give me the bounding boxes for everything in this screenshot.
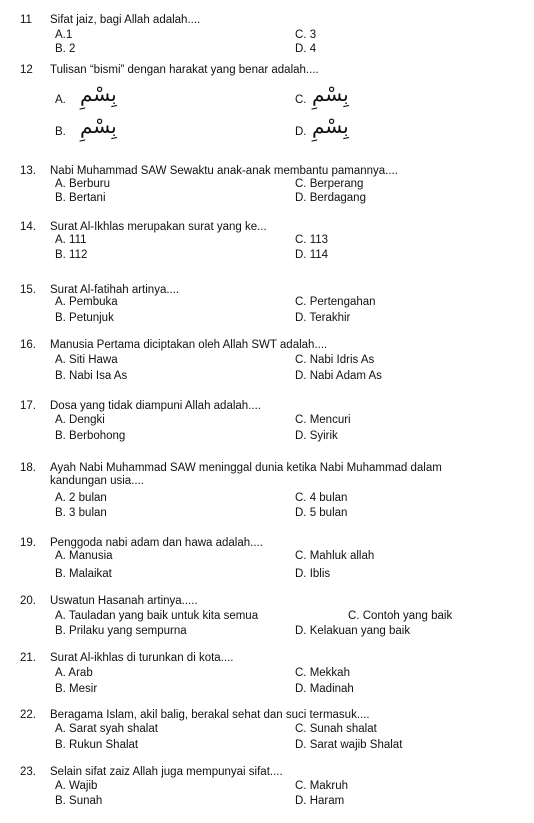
option-c[interactable]: C. 4 bulan — [295, 492, 348, 504]
option-c[interactable]: C. Sunah shalat — [295, 723, 377, 735]
option-a[interactable]: A. Tauladan yang baik untuk kita semua — [55, 610, 259, 622]
option-d[interactable]: D. 5 bulan — [295, 507, 348, 519]
question-text: Tulisan “bismi” dengan harakat yang benar adalah.... — [50, 64, 319, 76]
question-number: 15. — [20, 284, 36, 296]
option-a[interactable]: A. Arab — [55, 667, 93, 679]
option-d-arabic[interactable]: بِسْمِ — [312, 114, 349, 138]
option-b[interactable]: B. Berbohong — [55, 430, 126, 442]
question-number: 17. — [20, 400, 36, 412]
option-d[interactable]: D. Madinah — [295, 683, 354, 695]
option-c[interactable]: C. Pertengahan — [295, 296, 376, 308]
option-a[interactable]: A. 2 bulan — [55, 492, 107, 504]
option-c-arabic[interactable]: بِسْمِ — [312, 82, 349, 106]
option-d[interactable]: D. Syirik — [295, 430, 338, 442]
question-number: 22. — [20, 709, 36, 721]
option-c[interactable]: C. Mahluk allah — [295, 550, 375, 562]
question-text-continued: kandungan usia.... — [50, 475, 144, 487]
option-d[interactable]: D. Iblis — [295, 568, 331, 580]
option-b[interactable]: B. 112 — [55, 249, 88, 261]
question-number: 23. — [20, 766, 36, 778]
question-number: 11 — [20, 14, 32, 26]
option-c[interactable]: C. Mencuri — [295, 414, 351, 426]
option-b[interactable]: B. 2 — [55, 43, 76, 55]
question-number: 12 — [20, 64, 33, 76]
option-c[interactable]: C. Nabi Idris As — [295, 354, 375, 366]
question-text: Sifat jaiz, bagi Allah adalah.... — [50, 14, 201, 26]
option-a[interactable]: A. Dengki — [55, 414, 105, 426]
option-b[interactable]: B. Malaikat — [55, 568, 112, 580]
question-number: 19. — [20, 537, 36, 549]
option-c[interactable]: C. Makruh — [295, 780, 349, 792]
question-number: 14. — [20, 221, 36, 233]
question-text: Dosa yang tidak diampuni Allah adalah.... — [50, 400, 261, 412]
option-d[interactable]: D. Terakhir — [295, 312, 351, 324]
option-a[interactable]: A. Wajib — [55, 780, 98, 792]
question-text: Nabi Muhammad SAW Sewaktu anak-anak membantu pamannya.... — [50, 165, 398, 177]
option-d[interactable]: D. — [295, 126, 307, 138]
option-b-arabic[interactable]: بِسْمِ — [80, 114, 117, 138]
option-c[interactable]: C. Contoh yang baik — [348, 610, 453, 622]
option-b[interactable]: B. Bertani — [55, 192, 106, 204]
option-d[interactable]: D. 4 — [295, 43, 317, 55]
option-d[interactable]: D. 114 — [295, 249, 329, 261]
question-text: Beragama Islam, akil balig, berakal sehat dan suci termasuk.... — [50, 709, 370, 721]
option-d[interactable]: D. Nabi Adam As — [295, 370, 382, 382]
option-b[interactable]: B. — [55, 126, 66, 138]
option-a[interactable]: A. 111 — [55, 234, 87, 246]
option-d[interactable]: D. Haram — [295, 795, 345, 807]
question-number: 21. — [20, 652, 36, 664]
option-a[interactable]: A. Sarat syah shalat — [55, 723, 158, 735]
option-c[interactable]: C. 113 — [295, 234, 329, 246]
question-number: 16. — [20, 339, 36, 351]
option-b[interactable]: B. 3 bulan — [55, 507, 107, 519]
option-a[interactable]: A.1 — [55, 29, 73, 41]
option-c[interactable]: C. Berperang — [295, 178, 364, 190]
question-number: 18. — [20, 462, 36, 474]
option-a-arabic[interactable]: بِسْمِ — [80, 82, 117, 106]
question-text: Penggoda nabi adam dan hawa adalah.... — [50, 537, 263, 549]
option-a[interactable]: A. — [55, 94, 66, 106]
question-text: Manusia Pertama diciptakan oleh Allah SWT adalah.... — [50, 339, 328, 351]
option-a[interactable]: A. Manusia — [55, 550, 113, 562]
question-text: Surat Al-fatihah artinya.... — [50, 284, 180, 296]
option-a[interactable]: A. Pembuka — [55, 296, 118, 308]
option-d[interactable]: D. Sarat wajib Shalat — [295, 739, 403, 751]
question-text: Surat Al-ikhlas di turunkan di kota.... — [50, 652, 234, 664]
option-d[interactable]: D. Kelakuan yang baik — [295, 625, 411, 637]
option-b[interactable]: B. Mesir — [55, 683, 98, 695]
question-number: 20. — [20, 595, 36, 607]
option-c[interactable]: C. — [295, 94, 307, 106]
option-b[interactable]: B. Nabi Isa As — [55, 370, 128, 382]
question-text: Surat Al-Ikhlas merupakan surat yang ke... — [50, 221, 267, 233]
option-b[interactable]: B. Petunjuk — [55, 312, 114, 324]
question-text: Selain sifat zaiz Allah juga mempunyai sifat.... — [50, 766, 283, 778]
option-b[interactable]: B. Sunah — [55, 795, 103, 807]
option-a[interactable]: A. Siti Hawa — [55, 354, 118, 366]
question-text: Ayah Nabi Muhammad SAW meninggal dunia ketika Nabi Muhammad dalam — [50, 462, 442, 474]
option-a[interactable]: A. Berburu — [55, 178, 110, 190]
option-b[interactable]: B. Rukun Shalat — [55, 739, 139, 751]
question-text: Uswatun Hasanah artinya..... — [50, 595, 198, 607]
option-d[interactable]: D. Berdagang — [295, 192, 366, 204]
option-c[interactable]: C. 3 — [295, 29, 317, 41]
question-number: 13. — [20, 165, 36, 177]
option-b[interactable]: B. Prilaku yang sempurna — [55, 625, 187, 637]
option-c[interactable]: C. Mekkah — [295, 667, 350, 679]
